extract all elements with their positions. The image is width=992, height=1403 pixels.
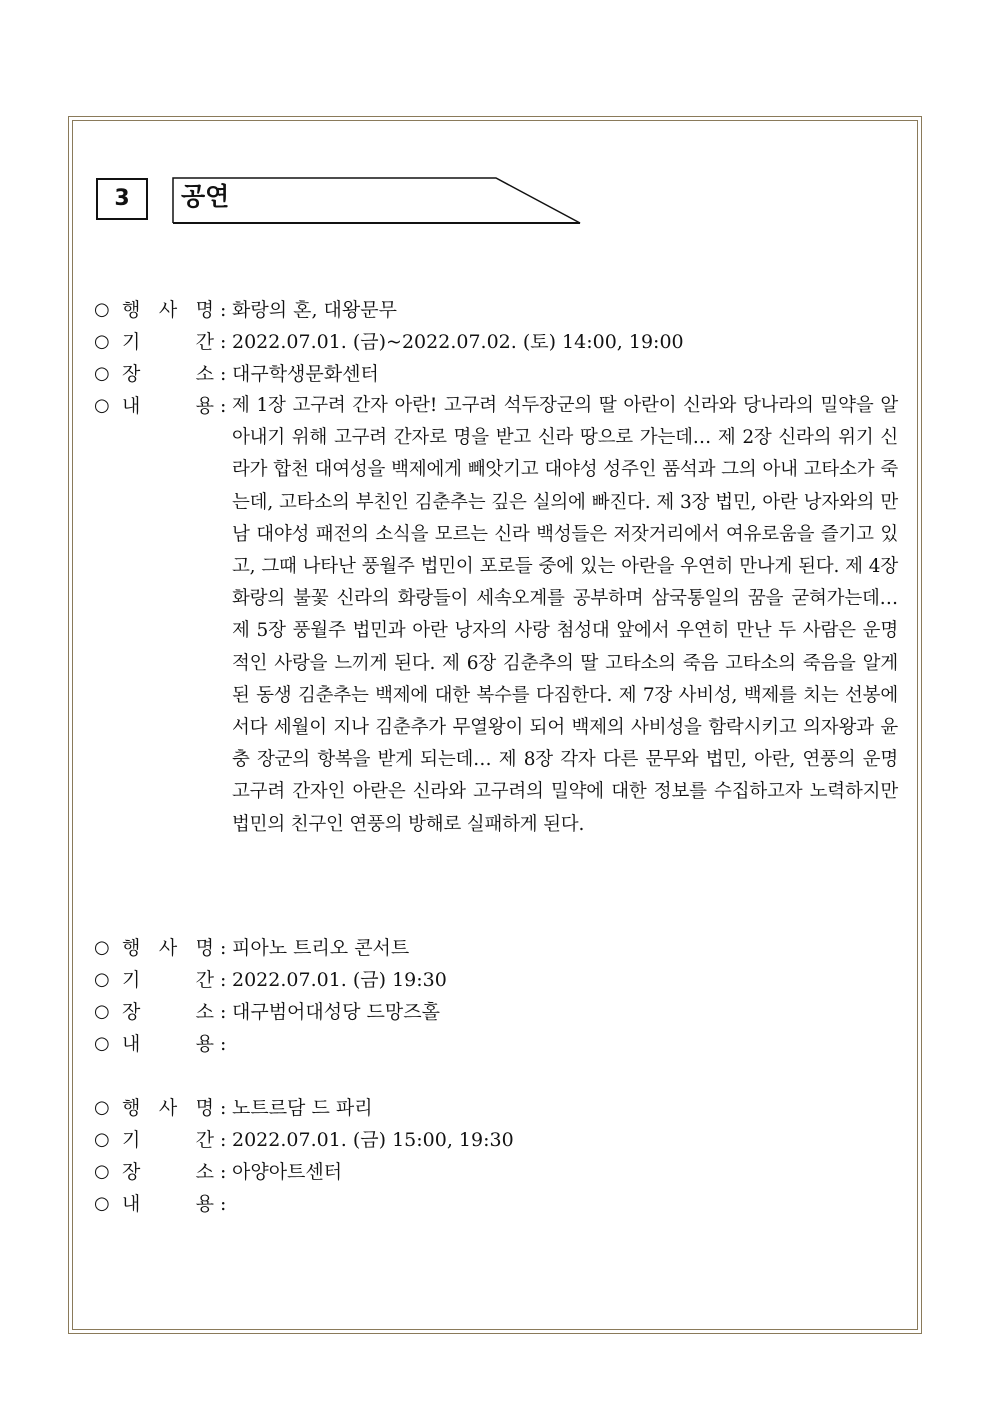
circle-bullet-icon: ○: [94, 1161, 110, 1182]
name-label: 행 사 명: [122, 937, 214, 959]
event-place: 대구학생문화센터: [232, 363, 379, 385]
circle-bullet-icon: ○: [94, 1097, 110, 1118]
event-place: 대구범어대성당 드망즈홀: [232, 1001, 440, 1023]
event-name-row: ○ 행 사 명 : 화랑의 혼, 대왕문무: [94, 294, 904, 326]
place-label: 장 소: [122, 363, 214, 385]
event-block: [94, 932, 904, 1060]
circle-bullet-icon: ○: [94, 1033, 110, 1054]
circle-bullet-icon: ○: [94, 937, 110, 958]
circle-bullet-icon: ○: [94, 1129, 110, 1150]
event-name-row: ○ 행 사 명 : 노트르담 드 파리: [94, 1092, 904, 1124]
event-period: 2022.07.01. (금)~2022.07.02. (토) 14:00, 19:00: [232, 331, 684, 353]
event-content-row: ○ 내 용 : 제 1장 고구려 간자 아란! 고구려 석두장군의 딸 아란이 신라와 당나라의 밀약을 알아내기 위해 고구려 간자로 명을 받고 신라 땅으로 가는데… 제 2장 신라의 위기 신라가 합천 대여성을 백제에게 빼앗기고 대야성 성주인 품석과 그의 아내 고타소가 죽는데, 고타소의 부친인 김춘추는 깊은 실의에 빠진다. 제 3장 법민, 아란 낭자와의 만남 대야성 패전의 소식을 모르는 신라 백성들은 저잣거리에서 여유로움을 즐기고 있고, 그때 나타난 풍월주 법민이 포로들 중에 있는 아란을 우연히 만나게 된다. 제 4장 화랑의 불꽃 신라의 화랑들이 세속오계를 공부하며 삼국통일의 꿈을 굳혀가는데… 제 5장 풍월주 법민과 아란 낭자의 사랑 첨성대 앞에서 우연히 만난 두 사람은 운명적인 사랑을 느끼게 된다. 제 6장 김춘추의 딸 고타소의 죽음 고타소의 죽음을 알게된 동생 김춘추는 백제에 대한 복수를 다짐한다. 제 7장 사비성, 백제를 치는 선봉에 서다 세월이 지나 김춘추가 무열왕이 되어 백제의 사비성을 함락시키고 의자왕과 윤충 장군의 항복을 받게 되는데… 제 8장 각자 다른 문무와 법민, 아란, 연풍의 운명 고구려 간자인 아란은 신라와 고구려의 밀약에 대한 정보를 수집하고자 노력하지만 법민의 친구인 연풍의 방해로 실패하게 된다.: [94, 390, 904, 841]
name-label: 행 사 명: [122, 299, 214, 321]
circle-bullet-icon: ○: [94, 969, 110, 990]
event-period-row: ○ 기 간 : 2022.07.01. (금) 19:30: [94, 964, 904, 996]
section-title-box: [172, 177, 592, 225]
event-name: 화랑의 혼, 대왕문무: [232, 299, 397, 321]
event-content-row: ○ 내 용 :: [94, 1188, 904, 1220]
period-label: 기 간: [122, 969, 214, 991]
event-name: 피아노 트리오 콘서트: [232, 937, 410, 959]
circle-bullet-icon: ○: [94, 363, 110, 384]
event-name-row: ○ 행 사 명 : 피아노 트리오 콘서트: [94, 932, 904, 964]
event-name: 노트르담 드 파리: [232, 1097, 373, 1119]
period-label: 기 간: [122, 1129, 214, 1151]
event-period-row: ○ 기 간 : 2022.07.01. (금) 15:00, 19:30: [94, 1124, 904, 1156]
event-place-row: ○ 장 소 : 아양아트센터: [94, 1156, 904, 1188]
event-content-row: ○ 내 용 :: [94, 1028, 904, 1060]
section-title: 공연: [181, 182, 230, 211]
event-place-row: ○ 장 소 : 대구범어대성당 드망즈홀: [94, 996, 904, 1028]
event-block: [94, 1092, 904, 1220]
event-place: 아양아트센터: [232, 1161, 343, 1183]
circle-bullet-icon: ○: [94, 299, 110, 320]
event-period-row: ○ 기 간 : 2022.07.01. (금)~2022.07.02. (토) 14:00, 19:00: [94, 326, 904, 358]
circle-bullet-icon: ○: [94, 395, 110, 416]
content-label: 내 용: [122, 1193, 214, 1215]
content-label: 내 용: [122, 395, 214, 417]
section-number: 3: [96, 178, 148, 220]
event-place-row: ○ 장 소 : 대구학생문화센터: [94, 358, 904, 390]
event-period: 2022.07.01. (금) 19:30: [232, 969, 447, 991]
event-block: [94, 294, 904, 841]
place-label: 장 소: [122, 1001, 214, 1023]
name-label: 행 사 명: [122, 1097, 214, 1119]
place-label: 장 소: [122, 1161, 214, 1183]
circle-bullet-icon: ○: [94, 1001, 110, 1022]
event-content: 제 1장 고구려 간자 아란! 고구려 석두장군의 딸 아란이 신라와 당나라의 밀약을 알아내기 위해 고구려 간자로 명을 받고 신라 땅으로 가는데… 제 2장 신라의 위기 신라가 합천 대여성을 백제에게 빼앗기고 대야성 성주인 품석과 그의 아내 고타소가 죽는데, 고타소의 부친인 김춘추는 깊은 실의에 빠진다. 제 3장 법민, 아란 낭자와의 만남 대야성 패전의 소식을 모르는 신라 백성들은 저잣거리에서 여유로움을 즐기고 있고, 그때 나타난 풍월주 법민이 포로들 중에 있는 아란을 우연히 만나게 된다. 제 4장 화랑의 불꽃 신라의 화랑들이 세속오계를 공부하며 삼국통일의 꿈을 굳혀가는데… 제 5장 풍월주 법민과 아란 낭자의 사랑 첨성대 앞에서 우연히 만난 두 사람은 운명적인 사랑을 느끼게 된다. 제 6장 김춘추의 딸 고타소의 죽음 고타소의 죽음을 알게된 동생 김춘추는 백제에 대한 복수를 다짐한다. 제 7장 사비성, 백제를 치는 선봉에 서다 세월이 지나 김춘추가 무열왕이 되어 백제의 사비성을 함락시키고 의자왕과 윤충 장군의 항복을 받게 되는데… 제 8장 각자 다른 문무와 법민, 아란, 연풍의 운명 고구려 간자인 아란은 신라와 고구려의 밀약에 대한 정보를 수집하고자 노력하지만 법민의 친구인 연풍의 방해로 실패하게 된다.: [232, 395, 898, 835]
event-period: 2022.07.01. (금) 15:00, 19:30: [232, 1129, 514, 1151]
circle-bullet-icon: ○: [94, 331, 110, 352]
content-label: 내 용: [122, 1033, 214, 1055]
period-label: 기 간: [122, 331, 214, 353]
circle-bullet-icon: ○: [94, 1193, 110, 1214]
